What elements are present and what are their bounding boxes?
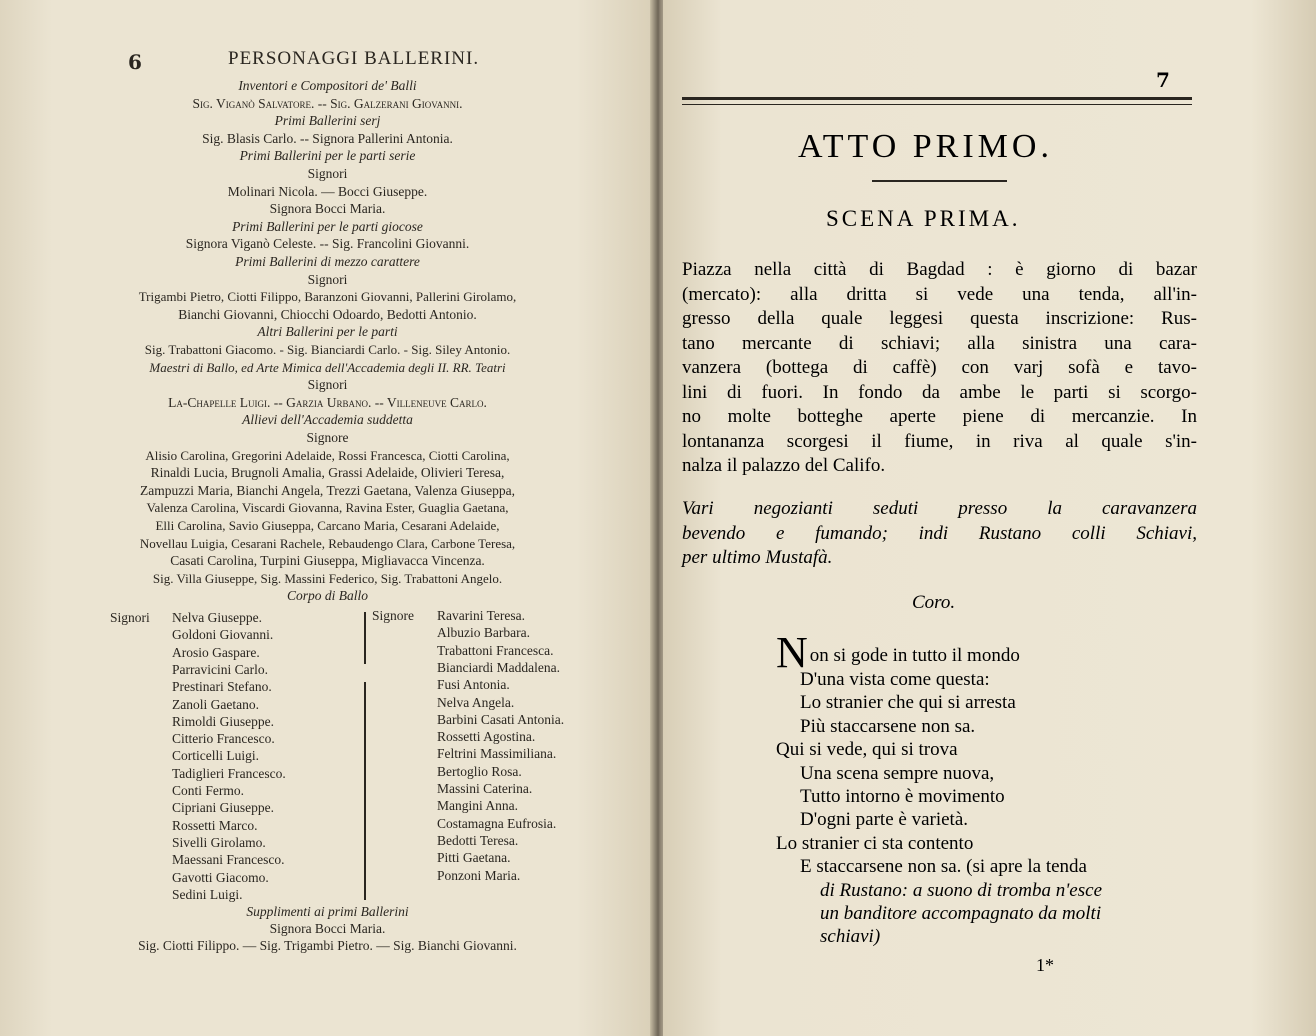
- cast-line: Primi Ballerini per le parti giocose: [232, 218, 423, 234]
- cast-line: Altri Ballerini per le parti: [257, 324, 398, 340]
- stage-direction-line: Vari negozianti seduti presso la caravanzera: [682, 498, 1197, 519]
- cast-line: Sig. Trabattoni Giacomo. - Sig. Bianciardi Carlo. - Sig. Siley Antonio.: [144, 342, 511, 357]
- dancer-name: Barbini Casati Antonia.: [437, 711, 565, 727]
- act-title: ATTO PRIMO.: [798, 128, 1053, 165]
- cast-line: Casati Carolina, Turpini Giuseppa, Migliavacca Vincenza.: [170, 553, 485, 569]
- supplements: [0, 904, 655, 964]
- cast-line: Valenza Carolina, Viscardi Giovanna, Ravina Ester, Guaglia Gaetana,: [146, 500, 509, 516]
- dancer-name: Parravicini Carlo.: [172, 661, 268, 677]
- cast-line: Maestri di Ballo, ed Arte Mimica dell'Accademia degli II. RR. Teatri: [149, 359, 506, 375]
- left-page: [0, 0, 655, 1036]
- cast-line: Trigambi Pietro, Ciotti Filippo, Baranzoni Giovanni, Pallerini Girolamo,: [138, 289, 517, 305]
- cast-line: Novellau Luigia, Cesarani Rachele, Rebaudengo Clara, Carbone Teresa,: [139, 535, 516, 551]
- cast-line: La-Chapelle Luigi. -- Garzia Urbano. -- Villeneuve Carlo.: [168, 394, 487, 410]
- description-line: vanzera (bottega di caffè) con varj sofà e tavo-: [682, 357, 1197, 378]
- description-line: (mercato): alla dritta si vede una tenda, all'in-: [682, 283, 1197, 305]
- verse-line: Tutto intorno è movimento: [800, 786, 1005, 808]
- chorus-verses: [776, 628, 1103, 949]
- cast-line: Inventori e Compositori de' Balli: [238, 78, 417, 93]
- cast-line: Rinaldi Lucia, Brugnoli Amalia, Grassi Adelaide, Olivieri Teresa,: [150, 465, 505, 481]
- dancer-name: Sivelli Girolamo.: [172, 834, 266, 850]
- verse-line: E staccarsene non sa. (si apre la tenda: [800, 856, 1087, 878]
- cast-line: Alisio Carolina, Gregorini Adelaide, Rossi Francesca, Ciotti Carolina,: [145, 447, 510, 463]
- dancer-name: Sedini Luigi.: [172, 886, 243, 902]
- dancer-name: Nelva Angela.: [437, 694, 515, 710]
- cast-line: Sig. Villa Giuseppe, Sig. Massini Federico, Sig. Trabattoni Angelo.: [152, 570, 503, 586]
- dancer-name: Albuzio Barbara.: [437, 625, 530, 641]
- description-line: tano mercante di schiavi; alla sinistra una cara-: [682, 332, 1197, 354]
- verse-line: D'una vista come questa:: [800, 669, 990, 690]
- verse-line: di Rustano: a suono di tromba n'esce: [820, 879, 1103, 901]
- dancer-name: Pitti Gaetana.: [437, 850, 511, 866]
- header-rule: [682, 97, 1192, 105]
- page-number-right: 7: [1156, 68, 1170, 92]
- cast-line: Signori: [307, 271, 348, 287]
- supplement-line: Sig. Ciotti Filippo. — Sig. Trigambi Pietro. — Sig. Bianchi Giovanni.: [138, 938, 517, 953]
- stage-direction: [682, 497, 1197, 571]
- stage-direction-line: bevendo e fumando; indi Rustano colli Schiavi,: [682, 522, 1197, 544]
- verse-line: Lo stranier ci sta contento: [776, 832, 974, 854]
- verse-line: Una scena sempre nuova,: [800, 762, 995, 784]
- stage-direction-line: per ultimo Mustafà.: [682, 547, 833, 568]
- scene-description: [682, 258, 1197, 479]
- dancer-name: Feltrini Massimiliana.: [437, 746, 557, 762]
- cast-line: Sig. Blasis Carlo. -- Signora Pallerini Antonia.: [202, 130, 453, 146]
- signature-mark: 1*: [1036, 955, 1054, 975]
- dancer-name: Tadiglieri Francesco.: [172, 765, 286, 781]
- verse-line: Più staccarsene non sa.: [800, 715, 976, 737]
- title-rule: [872, 180, 1007, 182]
- dancer-name: Gavotti Giacomo.: [172, 869, 269, 885]
- verse-line: un banditore accompagnato da molti: [820, 903, 1102, 925]
- chorus-label: Coro.: [912, 592, 956, 613]
- verse-text: on si gode in tutto il mondo: [809, 645, 1020, 666]
- dancer-name: Rossetti Marco.: [172, 817, 258, 833]
- column-divider: [364, 612, 366, 664]
- dancer-name: Rimoldi Giuseppe.: [172, 713, 274, 729]
- cast-line: Allievi dell'Accademia suddetta: [242, 412, 413, 428]
- dancer-name: Ravarini Teresa.: [437, 608, 526, 623]
- cast-line: Primi Ballerini serj: [274, 113, 381, 129]
- cast-line: Signore: [306, 430, 349, 445]
- dancer-name: Zanoli Gaetano.: [172, 696, 259, 712]
- cast-line: Signori: [307, 377, 348, 393]
- scene-title: SCENA PRIMA.: [826, 206, 1021, 231]
- cast-line: Sig. Viganò Salvatore. -- Sig. Galzerani Giovanni.: [192, 95, 463, 111]
- dancer-name: Ponzoni Maria.: [437, 867, 521, 883]
- verse-line: Qui si vede, qui si trova: [776, 739, 958, 761]
- dancer-name: Corticelli Luigi.: [172, 748, 259, 764]
- cast-line: Molinari Nicola. — Bocci Giuseppe.: [227, 183, 428, 199]
- dancer-name: Nelva Giuseppe.: [172, 610, 262, 625]
- corpo-right-heading: Signore: [372, 608, 414, 623]
- verse-line: [776, 628, 1102, 677]
- cast-line: Bianchi Giovanni, Chiocchi Odoardo, Bedotti Antonio.: [178, 306, 477, 322]
- dancer-name: Conti Fermo.: [172, 783, 245, 798]
- page-number-left: 6: [128, 50, 142, 74]
- dancer-name: Bianciardi Maddalena.: [437, 659, 560, 675]
- cast-line: Signora Bocci Maria.: [269, 201, 386, 217]
- cast-line: Signora Viganò Celeste. -- Sig. Francolini Giovanni.: [185, 236, 470, 252]
- verse-line: D'ogni parte è varietà.: [800, 809, 969, 831]
- cast-line: Signori: [307, 166, 348, 181]
- running-title: PERSONAGGI BALLERINI.: [228, 48, 480, 69]
- dancer-name: Bedotti Teresa.: [437, 832, 519, 848]
- supplement-line: Signora Bocci Maria.: [269, 921, 386, 936]
- dancer-name: Citterio Francesco.: [172, 731, 275, 747]
- description-line: gresso della quale leggesi questa inscrizione: Rus-: [682, 308, 1197, 329]
- drop-cap: N: [776, 628, 808, 677]
- cast-line: Corpo di Ballo: [286, 588, 368, 604]
- dancer-name: Rossetti Agostina.: [437, 729, 536, 745]
- dancer-name: Maessani Francesco.: [172, 852, 285, 868]
- cast-line: Primi Ballerini per le parti serie: [239, 148, 416, 164]
- description-line: lini di fuori. In fondo da ambe le parti si scorgo-: [682, 381, 1197, 403]
- dancer-name: Arosio Gaspare.: [172, 644, 260, 660]
- cast-line: Zampuzzi Maria, Bianchi Angela, Trezzi Gaetana, Valenza Giuseppa,: [140, 482, 515, 498]
- dancer-name: Fusi Antonia.: [437, 677, 510, 693]
- dancer-name: Mangini Anna.: [437, 798, 518, 814]
- description-line: lontananza scorgesi il fiume, in riva al quale s'in-: [682, 430, 1197, 452]
- verse-line: Lo stranier che qui si arresta: [800, 692, 1016, 714]
- dancer-name: Costamagna Eufrosia.: [437, 815, 557, 831]
- description-line: nalza il palazzo del Califo.: [682, 455, 886, 476]
- dancer-name: Bertoglio Rosa.: [437, 763, 522, 779]
- dancer-name: Goldoni Giovanni.: [172, 627, 274, 643]
- dancer-name: Cipriani Giuseppe.: [172, 800, 274, 816]
- dancer-name: Prestinari Stefano.: [172, 679, 272, 695]
- description-line: Piazza nella città di Bagdad : è giorno di bazar: [682, 259, 1197, 280]
- column-divider: [364, 682, 366, 900]
- verse-line: schiavi): [820, 926, 881, 948]
- dancer-name: Trabattoni Francesca.: [437, 642, 554, 658]
- corpo-left-heading: Signori: [110, 610, 150, 625]
- cast-list: [0, 78, 655, 608]
- cast-line: Elli Carolina, Savio Giuseppa, Carcano Maria, Cesarani Adelaide,: [155, 518, 500, 533]
- supplement-line: Supplimenti ai primi Ballerini: [246, 904, 409, 919]
- dancer-name: Massini Caterina.: [437, 781, 533, 796]
- cast-line: Primi Ballerini di mezzo carattere: [235, 254, 420, 269]
- description-line: no molte botteghe aperte piene di mercanzie. In: [682, 406, 1197, 427]
